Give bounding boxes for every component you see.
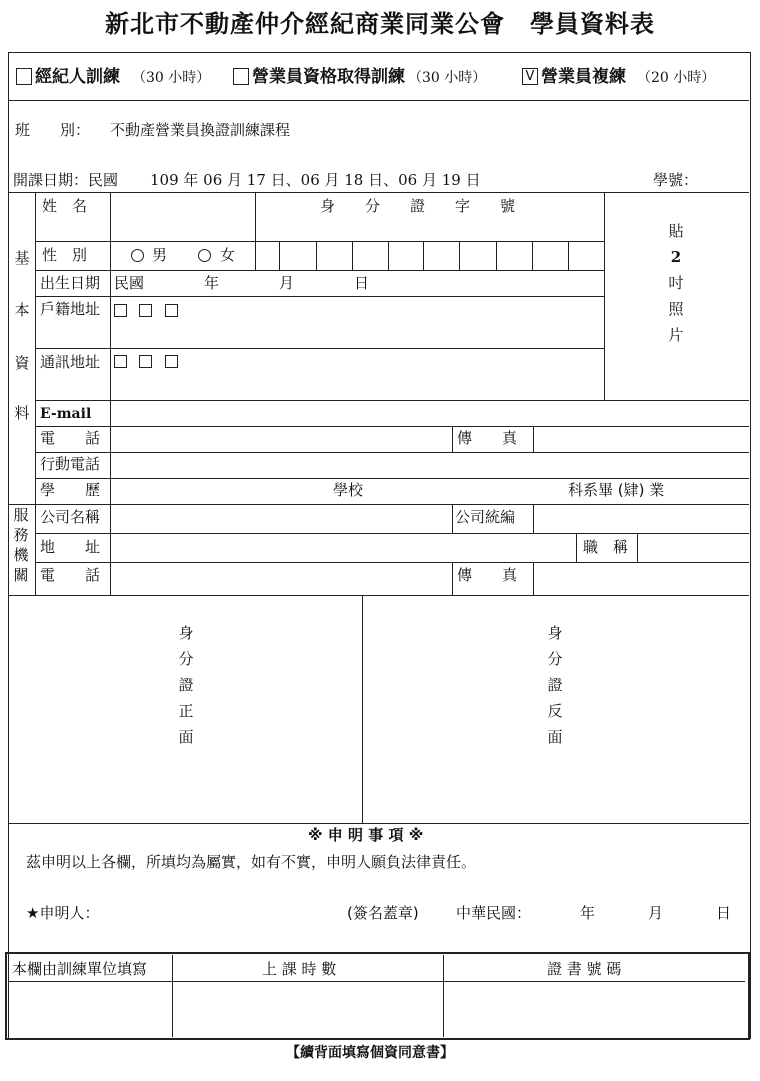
divider <box>35 296 604 297</box>
postal-code-box[interactable] <box>165 355 178 368</box>
divider <box>8 192 749 193</box>
postal-code-box[interactable] <box>165 304 178 317</box>
divider <box>172 955 173 1037</box>
checkbox-agent-refresher[interactable]: V <box>522 68 538 85</box>
id-front-1: 身 <box>178 624 194 642</box>
id-front-2: 分 <box>178 650 194 668</box>
id-digit-divider <box>459 241 460 270</box>
divider <box>35 241 604 242</box>
divider <box>255 192 256 270</box>
id-back-5: 面 <box>547 728 563 746</box>
divider <box>35 270 604 271</box>
divider <box>35 452 749 453</box>
section-basic-1: 基 <box>14 249 30 267</box>
id-digit-divider <box>388 241 389 270</box>
student-no-label: 學號： <box>653 171 699 189</box>
divider <box>8 595 749 596</box>
divider <box>35 400 749 401</box>
checkbox-broker-training[interactable] <box>16 68 32 85</box>
id-label: 身 分 證 字 號 <box>320 197 516 215</box>
footer-note: 【續背面填寫個資同意書】 <box>286 1045 454 1061</box>
divider <box>452 562 453 595</box>
section-service-4: 關 <box>13 566 29 584</box>
divider <box>35 478 749 479</box>
photo-label-2: 2 <box>670 248 682 266</box>
id-digit-divider <box>352 241 353 270</box>
divider <box>35 533 749 534</box>
education-label: 學 歷 <box>40 481 101 499</box>
class-label: 班 別： <box>15 121 91 139</box>
divider <box>362 595 363 823</box>
divider <box>8 981 745 982</box>
birth-label: 出生日期 <box>40 274 101 292</box>
section-service-3: 機 <box>13 546 29 564</box>
id-back-2: 分 <box>547 650 563 668</box>
email-label: E-mail <box>40 406 92 422</box>
divider <box>443 955 444 1037</box>
divider <box>604 192 605 400</box>
class-value: 不動產營業員換證訓練課程 <box>110 121 291 139</box>
id-back-3: 證 <box>547 676 563 694</box>
certificate-label: 證 書 號 碼 <box>547 960 622 978</box>
company-tax-label: 公司統編 <box>455 508 516 526</box>
checkbox-agent-qualification[interactable] <box>233 68 249 85</box>
date-day: 日 <box>716 904 732 922</box>
gender-female-label: 女 <box>220 246 236 264</box>
household-address-label: 戶籍地址 <box>40 300 101 318</box>
gender-male-radio[interactable] <box>131 249 144 262</box>
option-broker-training: 經紀人訓練 <box>35 67 120 87</box>
divider <box>533 562 534 595</box>
divider <box>8 504 749 505</box>
photo-label-4: 照 <box>668 300 684 318</box>
signature-label: (簽名蓋章) <box>347 904 419 922</box>
declaration-title: ※ 申 明 事 項 ※ <box>308 826 424 844</box>
option-broker-hours: （30 小時） <box>132 70 211 86</box>
option-agent-refresher-hours: （20 小時） <box>637 70 716 86</box>
option-agent-refresher: 營業員複練 <box>541 67 626 87</box>
declarant-label: ★申明人： <box>26 904 100 922</box>
divider <box>110 400 111 595</box>
org-fill-label: 本欄由訓練單位填寫 <box>12 960 148 978</box>
id-back-1: 身 <box>547 624 563 642</box>
option-agent-qualification: 營業員資格取得訓練 <box>252 67 405 87</box>
company-fax-label: 傳 真 <box>457 566 518 584</box>
mobile-label: 行動電話 <box>40 455 101 473</box>
divider <box>35 426 749 427</box>
divider <box>35 562 749 563</box>
divider <box>533 426 534 452</box>
divider <box>452 504 453 533</box>
gender-label: 性 別 <box>42 246 88 264</box>
divider <box>533 504 534 533</box>
postal-code-box[interactable] <box>114 355 127 368</box>
name-label: 姓 名 <box>42 197 88 215</box>
date-month: 月 <box>648 904 664 922</box>
id-digit-divider <box>279 241 280 270</box>
postal-code-box[interactable] <box>114 304 127 317</box>
divider <box>35 192 36 595</box>
divider <box>452 426 453 452</box>
company-phone-label: 電 話 <box>40 566 101 584</box>
id-front-3: 證 <box>178 676 194 694</box>
photo-label-3: 吋 <box>668 274 684 292</box>
section-basic-2: 本 <box>14 301 30 319</box>
postal-code-box[interactable] <box>139 304 152 317</box>
divider <box>35 348 604 349</box>
hours-label: 上 課 時 數 <box>262 960 337 978</box>
section-basic-3: 資 <box>14 354 30 372</box>
page-title: 新北市不動產仲介經紀商業同業公會 學員資料表 <box>105 10 655 38</box>
id-digit-divider <box>316 241 317 270</box>
divider <box>8 823 749 824</box>
id-back-4: 反 <box>547 702 563 720</box>
divider <box>8 100 749 101</box>
declaration-text: 茲申明以上各欄，所填均為屬實，如有不實，申明人願負法律責任。 <box>26 853 477 871</box>
fax-label: 傳 真 <box>457 429 518 447</box>
school-label: 學校 <box>333 481 364 499</box>
id-front-4: 正 <box>178 702 194 720</box>
id-digit-divider <box>532 241 533 270</box>
course-date-value: 109 年 06 月 17 日、06 月 18 日、06 月 19 日 <box>150 171 481 189</box>
option-agent-qualification-hours: （30 小時） <box>408 70 487 86</box>
course-date-label: 開課日期：民國 <box>13 171 119 189</box>
section-basic-4: 料 <box>14 404 30 422</box>
photo-label-5: 片 <box>668 326 684 344</box>
id-digit-divider <box>496 241 497 270</box>
birth-value: 民國 年 月 日 <box>114 274 370 292</box>
section-service-1: 服 <box>13 506 29 524</box>
mailing-address-label: 通訊地址 <box>40 353 101 371</box>
company-label: 公司名稱 <box>40 508 101 526</box>
id-digit-divider <box>568 241 569 270</box>
id-front-5: 面 <box>178 728 194 746</box>
id-digit-divider <box>423 241 424 270</box>
gender-female-radio[interactable] <box>198 249 211 262</box>
date-year: 年 <box>580 904 596 922</box>
roc-date-label: 中華民國： <box>456 904 532 922</box>
section-service-2: 務 <box>13 526 29 544</box>
divider <box>576 533 577 562</box>
photo-label-1: 貼 <box>668 222 684 240</box>
department-label: 科系畢 (肄) 業 <box>568 481 665 499</box>
address-label: 地 址 <box>40 538 101 556</box>
position-label: 職 稱 <box>583 538 629 556</box>
phone-label: 電 話 <box>40 429 101 447</box>
postal-code-box[interactable] <box>139 355 152 368</box>
gender-male-label: 男 <box>152 246 168 264</box>
divider <box>637 533 638 562</box>
